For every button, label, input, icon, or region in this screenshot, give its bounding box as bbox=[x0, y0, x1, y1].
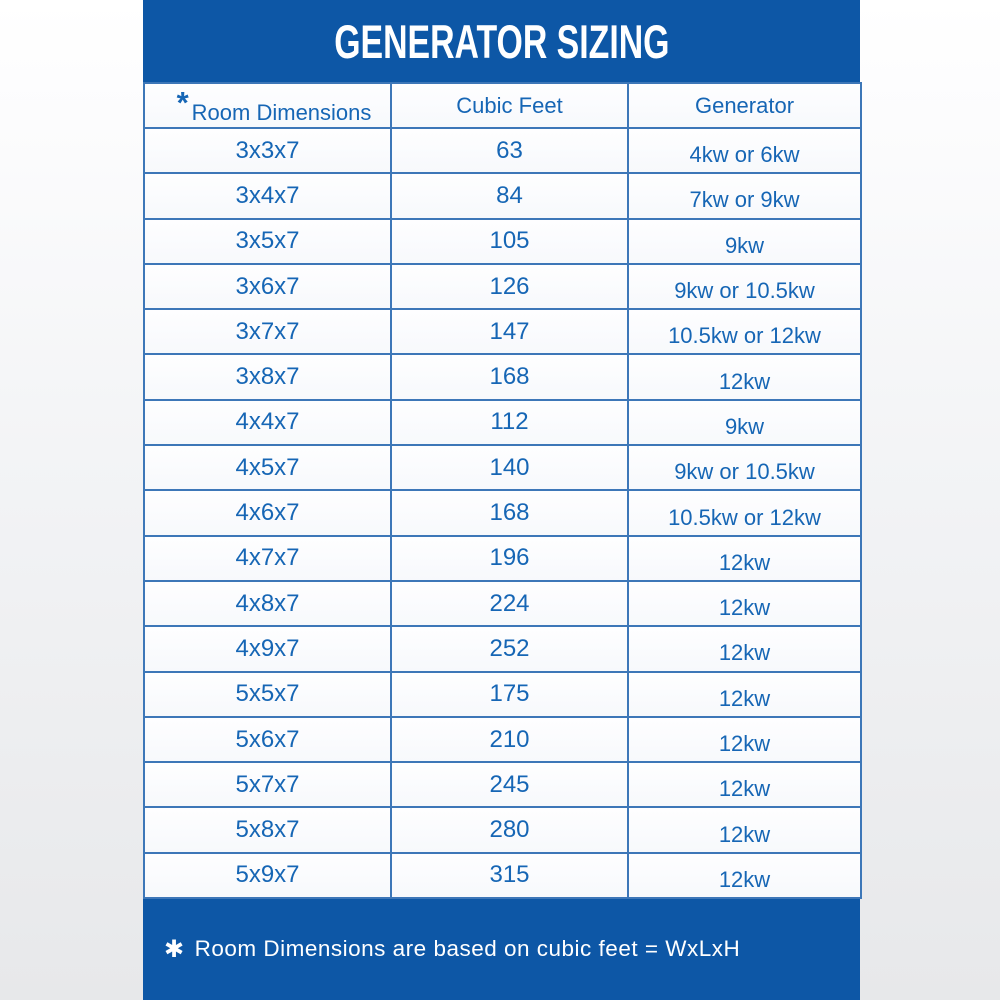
room-dimensions-cell: 4x4x7 bbox=[144, 400, 391, 445]
cubic-feet-cell: 196 bbox=[391, 536, 628, 581]
asterisk-icon: ✱ bbox=[164, 935, 185, 963]
cubic-feet-cell: 175 bbox=[391, 672, 628, 717]
table-row bbox=[144, 853, 861, 898]
cubic-feet-cell: 224 bbox=[391, 581, 628, 626]
cubic-feet-cell: 84 bbox=[391, 173, 628, 218]
column-header-cubic-feet: Cubic Feet bbox=[391, 83, 628, 128]
room-dimensions-cell: 5x6x7 bbox=[144, 717, 391, 762]
room-dimensions-cell: 4x5x7 bbox=[144, 445, 391, 490]
table-row bbox=[144, 581, 861, 626]
room-dimensions-cell: 3x3x7 bbox=[144, 128, 391, 173]
room-dimensions-cell: 3x5x7 bbox=[144, 219, 391, 264]
cubic-feet-cell: 252 bbox=[391, 626, 628, 671]
room-dimensions-cell: 4x6x7 bbox=[144, 490, 391, 535]
table-row bbox=[144, 717, 861, 762]
cubic-feet-cell: 168 bbox=[391, 490, 628, 535]
cubic-feet-cell: 280 bbox=[391, 807, 628, 852]
generator-cell: 12kw bbox=[628, 672, 861, 717]
header-row bbox=[144, 83, 861, 128]
table-row bbox=[144, 354, 861, 399]
generator-cell: 9kw or 10.5kw bbox=[628, 445, 861, 490]
cubic-feet-cell: 63 bbox=[391, 128, 628, 173]
table-row bbox=[144, 536, 861, 581]
generator-cell: 9kw bbox=[628, 219, 861, 264]
generator-sizing-table bbox=[143, 82, 862, 899]
cubic-feet-cell: 210 bbox=[391, 717, 628, 762]
table-header bbox=[144, 83, 861, 128]
room-dimensions-cell: 3x4x7 bbox=[144, 173, 391, 218]
room-dimensions-cell: 4x9x7 bbox=[144, 626, 391, 671]
generator-cell: 4kw or 6kw bbox=[628, 128, 861, 173]
room-dimensions-cell: 3x8x7 bbox=[144, 354, 391, 399]
generator-cell: 9kw or 10.5kw bbox=[628, 264, 861, 309]
column-header-generator: Generator bbox=[628, 83, 861, 128]
room-dimensions-cell: 5x8x7 bbox=[144, 807, 391, 852]
table-row bbox=[144, 626, 861, 671]
column-header-room-dimensions bbox=[144, 83, 391, 128]
footnote bbox=[143, 898, 860, 1000]
generator-cell: 7kw or 9kw bbox=[628, 173, 861, 218]
cubic-feet-cell: 105 bbox=[391, 219, 628, 264]
generator-cell: 12kw bbox=[628, 717, 861, 762]
cubic-feet-cell: 126 bbox=[391, 264, 628, 309]
cubic-feet-cell: 245 bbox=[391, 762, 628, 807]
generator-cell: 10.5kw or 12kw bbox=[628, 490, 861, 535]
column-header-label: Room Dimensions bbox=[191, 100, 372, 125]
cubic-feet-cell: 168 bbox=[391, 354, 628, 399]
table-row bbox=[144, 807, 861, 852]
generator-sizing-panel bbox=[143, 0, 860, 1000]
table-body bbox=[144, 128, 861, 898]
cubic-feet-cell: 147 bbox=[391, 309, 628, 354]
footnote-text: Room Dimensions are based on cubic feet = WxLxH bbox=[194, 936, 741, 961]
table-row bbox=[144, 309, 861, 354]
table-row bbox=[144, 445, 861, 490]
room-dimensions-cell: 5x5x7 bbox=[144, 672, 391, 717]
table-row bbox=[144, 400, 861, 445]
cubic-feet-cell: 112 bbox=[391, 400, 628, 445]
room-dimensions-cell: 3x7x7 bbox=[144, 309, 391, 354]
table-row bbox=[144, 264, 861, 309]
generator-cell: 12kw bbox=[628, 762, 861, 807]
table-row bbox=[144, 672, 861, 717]
generator-cell: 12kw bbox=[628, 626, 861, 671]
room-dimensions-cell: 4x7x7 bbox=[144, 536, 391, 581]
table-row bbox=[144, 490, 861, 535]
room-dimensions-cell: 3x6x7 bbox=[144, 264, 391, 309]
room-dimensions-cell: 5x7x7 bbox=[144, 762, 391, 807]
table-row bbox=[144, 762, 861, 807]
generator-cell: 12kw bbox=[628, 807, 861, 852]
table-row bbox=[144, 173, 861, 218]
generator-cell: 12kw bbox=[628, 536, 861, 581]
room-dimensions-cell: 5x9x7 bbox=[144, 853, 391, 898]
title-band bbox=[143, 0, 860, 82]
table-row bbox=[144, 219, 861, 264]
page-title: GENERATOR SIZING bbox=[333, 14, 670, 68]
table-row bbox=[144, 128, 861, 173]
cubic-feet-cell: 140 bbox=[391, 445, 628, 490]
room-dimensions-cell: 4x8x7 bbox=[144, 581, 391, 626]
generator-cell: 9kw bbox=[628, 400, 861, 445]
generator-cell: 12kw bbox=[628, 853, 861, 898]
cubic-feet-cell: 315 bbox=[391, 853, 628, 898]
asterisk-marker: * bbox=[176, 85, 189, 120]
generator-cell: 12kw bbox=[628, 354, 861, 399]
generator-cell: 12kw bbox=[628, 581, 861, 626]
generator-cell: 10.5kw or 12kw bbox=[628, 309, 861, 354]
